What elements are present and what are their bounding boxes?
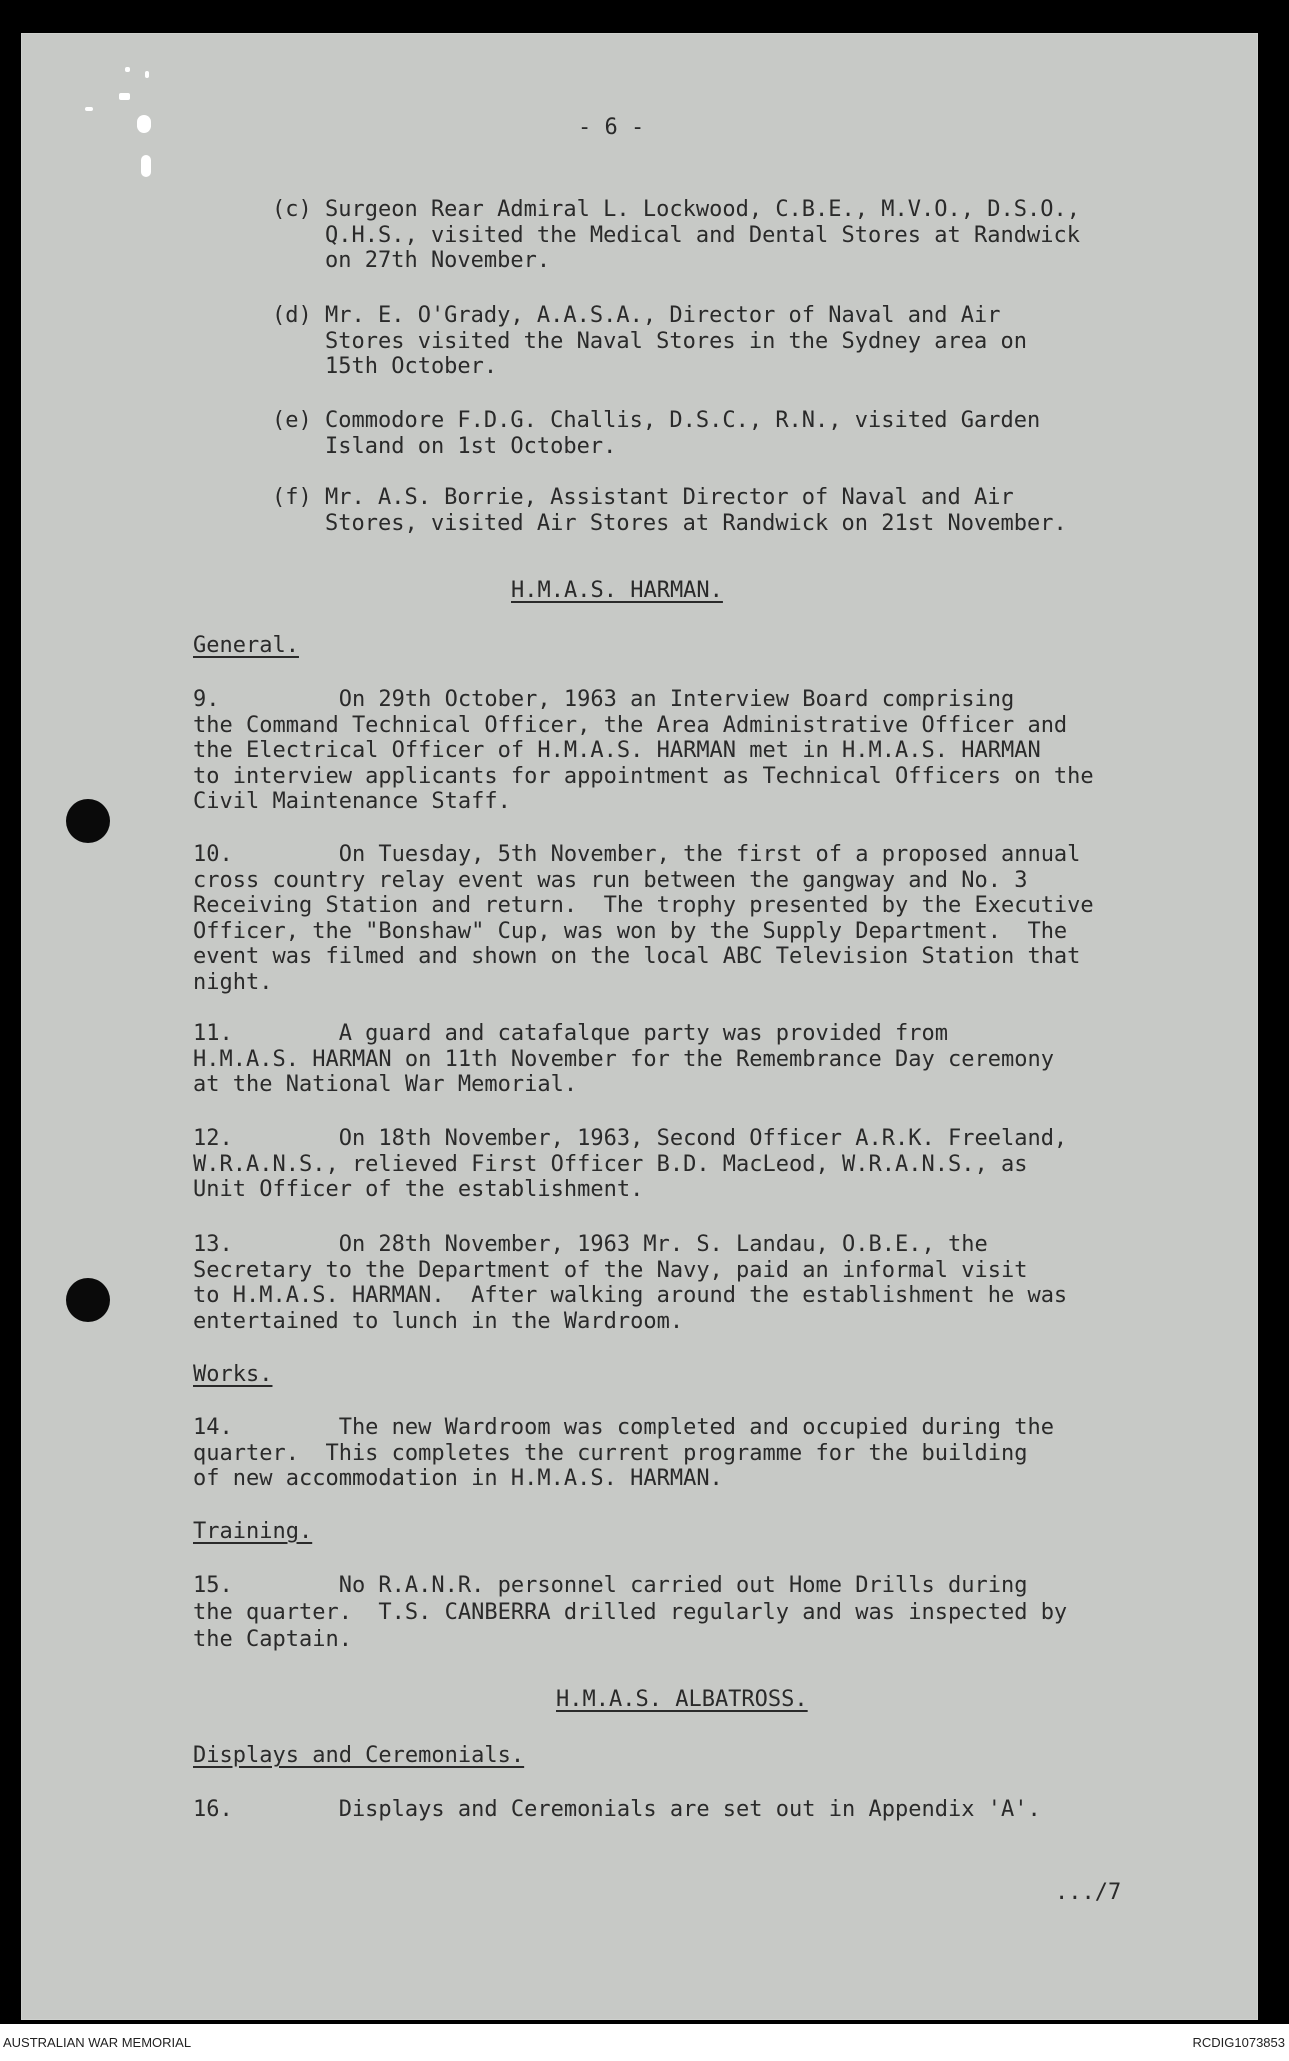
punch-hole — [66, 1278, 110, 1322]
list-item-d-line: Stores visited the Naval Stores in the Sydney area on — [272, 328, 1027, 354]
list-item-c-line: on 27th November. — [272, 248, 551, 273]
section-heading-harman: H.M.A.S. HARMAN. — [511, 578, 723, 603]
paragraph-13-line: 13. On 28th November, 1963 Mr. S. Landau, O.B.E., the — [193, 1232, 988, 1257]
paragraph-9-line: to interview applicants for appointment as Technical Officers on the — [193, 763, 1094, 789]
paragraph-16-line: 16. Displays and Ceremonials are set out in Appendix 'A'. — [193, 1797, 1041, 1822]
list-item-e-line: (e) Commodore F.D.G. Challis, D.S.C., R.N., visited Garden — [272, 408, 1041, 433]
paragraph-11-line: 11. A guard and catafalque party was provided from — [193, 1021, 948, 1046]
paragraph-12-line: Unit Officer of the establishment. — [193, 1177, 644, 1202]
paragraph-10-line: night. — [193, 969, 273, 995]
paragraph-9-line: the Electrical Officer of H.M.A.S. HARMAN met in H.M.A.S. HARMAN — [193, 738, 1041, 763]
paragraph-10-line: event was filmed and shown on the local ABC Television Station that — [193, 944, 1081, 969]
paper-speck — [125, 67, 130, 72]
paragraph-15-line: 15. No R.A.N.R. personnel carried out Home Drills during — [193, 1573, 1028, 1598]
paragraph-15-line: the Captain. — [193, 1627, 352, 1652]
list-item-f-line: Stores, visited Air Stores at Randwick on 21st November. — [272, 510, 1067, 536]
footer-archive-name: AUSTRALIAN WAR MEMORIAL — [3, 2035, 192, 2050]
subheading-general: General. — [193, 633, 299, 658]
subheading-displays: Displays and Ceremonials. — [193, 1743, 525, 1768]
paragraph-11-line: at the National War Memorial. — [193, 1072, 578, 1097]
paper-speck — [85, 107, 93, 111]
paragraph-10-line: cross country relay event was run between the gangway and No. 3 — [193, 867, 1028, 893]
paragraph-14-line: 14. The new Wardroom was completed and occupied during the — [193, 1415, 1054, 1440]
paper-speck — [141, 155, 151, 177]
paragraph-15-line: the quarter. T.S. CANBERRA drilled regularly and was inspected by — [193, 1600, 1068, 1625]
paragraph-13-line: to H.M.A.S. HARMAN. After walking around the establishment he was — [193, 1283, 1068, 1308]
paragraph-13-line: Secretary to the Department of the Navy, paid an informal visit — [193, 1257, 1028, 1283]
paper-speck — [137, 115, 151, 133]
continuation-marker: .../7 — [1055, 1880, 1122, 1905]
paragraph-11-line: H.M.A.S. HARMAN on 11th November for the Remembrance Day ceremony — [193, 1046, 1054, 1072]
list-item-d-line: 15th October. — [272, 354, 498, 379]
punch-hole — [66, 799, 110, 843]
document-page — [21, 33, 1258, 2020]
subheading-works: Works. — [193, 1362, 273, 1387]
footer-record-id: RCDIG1073853 — [1192, 2035, 1285, 2050]
paragraph-9-line: Civil Maintenance Staff. — [193, 789, 511, 814]
list-item-c-line: (c) Surgeon Rear Admiral L. Lockwood, C.B.E., M.V.O., D.S.O., — [272, 197, 1080, 222]
paragraph-12-line: W.R.A.N.S., relieved First Officer B.D. MacLeod, W.R.A.N.S., as — [193, 1151, 1028, 1177]
list-item-f-line: (f) Mr. A.S. Borrie, Assistant Director of Naval and Air — [272, 485, 1014, 510]
paragraph-14-line: of new accommodation in H.M.A.S. HARMAN. — [193, 1466, 723, 1491]
paragraph-10-line: 10. On Tuesday, 5th November, the first of a proposed annual — [193, 842, 1081, 867]
paragraph-10-line: Receiving Station and return. The trophy presented by the Executive — [193, 893, 1094, 918]
subheading-training: Training. — [193, 1519, 313, 1544]
paragraph-14-line: quarter. This completes the current programme for the building — [193, 1440, 1028, 1466]
paragraph-12-line: 12. On 18th November, 1963, Second Officer A.R.K. Freeland, — [193, 1126, 1068, 1151]
list-item-d-line: (d) Mr. E. O'Grady, A.A.S.A., Director of Naval and Air — [272, 303, 1001, 328]
section-heading-albatross: H.M.A.S. ALBATROSS. — [556, 1687, 808, 1712]
paragraph-10-line: Officer, the "Bonshaw" Cup, was won by the Supply Department. The — [193, 918, 1068, 944]
list-item-e-line: Island on 1st October. — [272, 433, 617, 459]
paragraph-9-line: the Command Technical Officer, the Area Administrative Officer and — [193, 712, 1068, 738]
list-item-c-line: Q.H.S., visited the Medical and Dental Stores at Randwick — [272, 222, 1080, 248]
page-number: - 6 - — [578, 115, 645, 140]
paper-speck — [145, 71, 149, 78]
paragraph-13-line: entertained to lunch in the Wardroom. — [193, 1308, 684, 1334]
paragraph-9-line: 9. On 29th October, 1963 an Interview Board comprising — [193, 687, 1015, 712]
paper-speck — [119, 93, 130, 100]
archive-footer — [0, 2024, 1289, 2061]
